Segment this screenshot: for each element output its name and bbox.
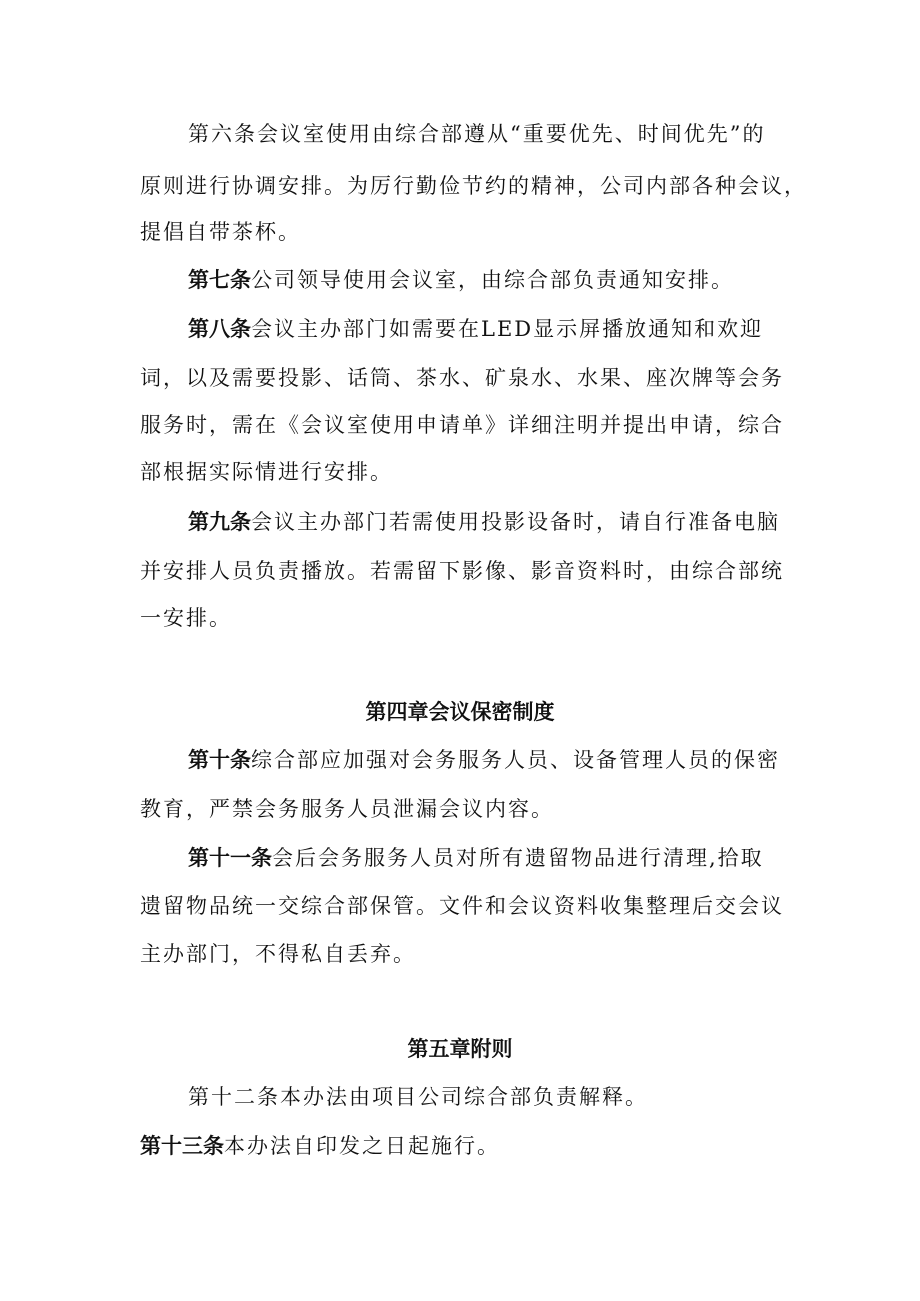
article-8-line-2	[0, 358, 920, 398]
article-8-line-4	[0, 452, 920, 492]
article-10-text: 综合部应加强对会务服务人员、设备管理人员的保密	[251, 748, 780, 772]
article-9-line-1	[0, 502, 920, 542]
article-12-text: 第十二条本办法由项目公司综合部负责解释。	[188, 1085, 648, 1109]
article-13-label: 第十三条	[140, 1134, 224, 1158]
article-11-line-2	[0, 886, 920, 926]
article-8-line-3	[0, 405, 920, 445]
article-6-line-1	[0, 114, 920, 154]
article-13-text: 本办法自印发之日起施行。	[224, 1134, 500, 1158]
article-10-line-1	[0, 740, 920, 780]
article-6-text: 第六条会议室使用由综合部遵从“重要优先、时间优先”的	[188, 122, 766, 146]
article-8-text: 会议主办部门如需要在LED显示屏播放通知和欢迎	[251, 317, 764, 341]
article-11-text: 会后会务服务人员对所有遗留物品进行清理,拾取	[272, 846, 764, 870]
article-10-label: 第十条	[188, 748, 251, 772]
article-13-line-1	[0, 1126, 920, 1166]
article-12-line-1	[0, 1077, 920, 1117]
article-11-line-1	[0, 838, 920, 878]
article-9-line-3	[0, 598, 920, 638]
article-8-text: 部根据实际情进行安排。	[140, 460, 393, 484]
chapter-5-heading: 第五章附则	[407, 1037, 513, 1061]
article-6-line-3	[0, 212, 920, 252]
chapter-4-heading: 第四章会议保密制度	[365, 700, 555, 724]
article-9-label: 第九条	[188, 510, 251, 534]
article-9-line-2	[0, 551, 920, 591]
article-9-text: 一安排。	[140, 606, 232, 630]
article-7-text: 公司领导使用会议室，由综合部负责通知安排。	[251, 268, 734, 292]
article-8-text: 服务时，需在《会议室使用申请单》详细注明并提出申请，综合	[140, 413, 784, 437]
article-11-text: 遗留物品统一交综合部保管。文件和会议资料收集整理后交会议	[140, 894, 784, 918]
article-11-line-3	[0, 934, 920, 974]
article-8-label: 第八条	[188, 317, 251, 341]
article-9-text: 会议主办部门若需使用投影设备时，请自行准备电脑	[251, 510, 780, 534]
article-6-text: 原则进行协调安排。为厉行勤俭节约的精神，公司内部各种会议，	[140, 174, 807, 198]
article-9-text: 并安排人员负责播放。若需留下影像、影音资料时，由综合部统	[140, 559, 784, 583]
article-8-line-1	[0, 309, 920, 349]
article-6-text: 提倡自带茶杯。	[140, 220, 301, 244]
article-7-line-1	[0, 260, 920, 300]
article-11-text: 主办部门，不得私自丢弃。	[140, 942, 416, 966]
article-8-text: 词，以及需要投影、话筒、茶水、矿泉水、水果、座次牌等会务	[140, 366, 784, 390]
article-10-line-2	[0, 789, 920, 829]
article-11-label: 第十一条	[188, 846, 272, 870]
article-10-text: 教育，严禁会务服务人员泄漏会议内容。	[140, 797, 554, 821]
article-7-label: 第七条	[188, 268, 251, 292]
article-6-line-2	[0, 166, 920, 206]
